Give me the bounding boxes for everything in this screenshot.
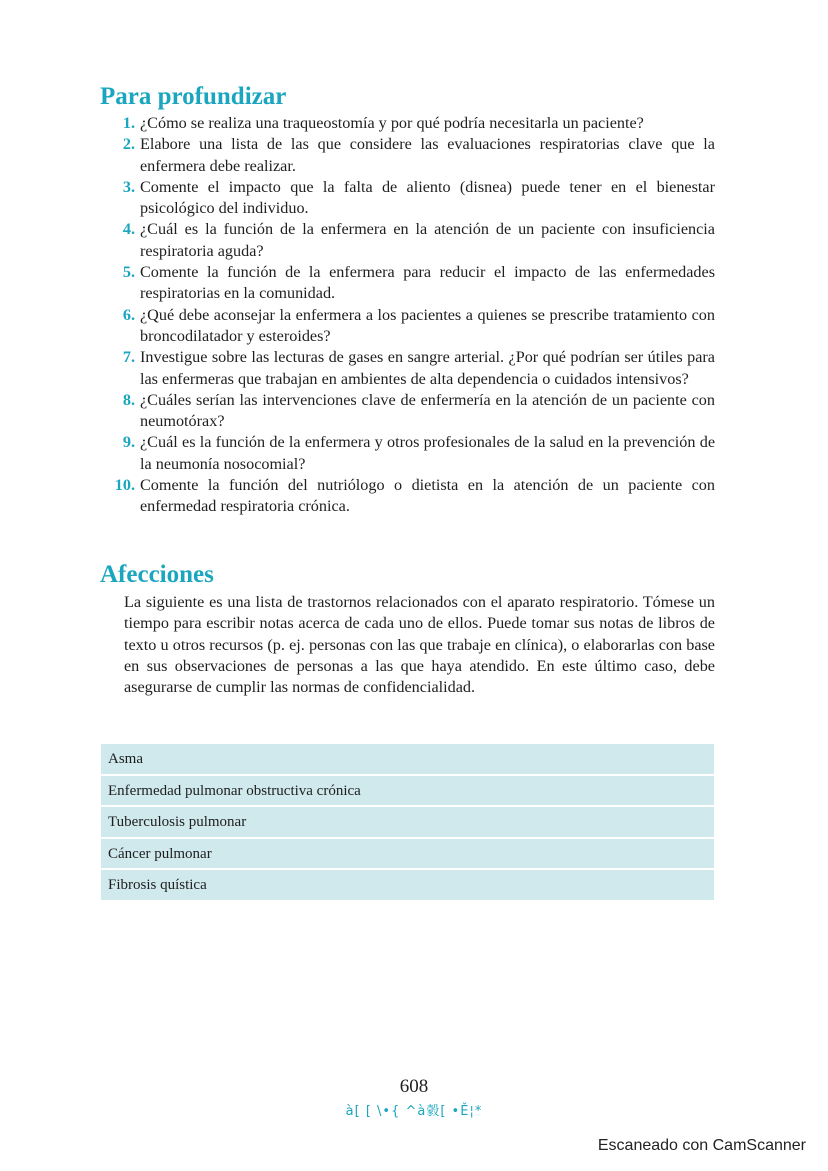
item-text: ¿Cómo se realiza una traqueostomía y por qué podría necesitarla un paciente?: [140, 114, 644, 132]
item-text: ¿Qué debe aconsejar la enfermera a los pacientes a quienes se prescribe tratamiento con broncodilatador y esteroides?: [140, 305, 715, 345]
list-item: [100, 475, 715, 518]
section-title-afecciones: Afecciones: [100, 561, 214, 588]
item-number: 1.: [122, 114, 135, 132]
section-title-para-profundizar: Para profundizar: [100, 83, 287, 110]
table-row: Tuberculosis pulmonar: [101, 807, 714, 837]
list-item: [100, 177, 715, 220]
item-number: 5.: [122, 263, 135, 282]
item-text: Comente la función del nutriólogo o dietista en la atención de un paciente con enfermedad respiratoria crónica.: [140, 476, 715, 516]
item-number: 7.: [122, 348, 135, 367]
list-item: [100, 390, 715, 433]
table-row: Cáncer pulmonar: [101, 839, 714, 869]
item-text: ¿Cuáles serían las intervenciones clave de enfermería en la atención de un paciente con neumotórax?: [140, 390, 715, 431]
table-row: Enfermedad pulmonar obstructiva crónica: [101, 776, 714, 806]
page-number: 608: [399, 1076, 429, 1097]
item-number: 3.: [122, 177, 135, 196]
item-number: 4.: [122, 220, 135, 239]
list-item: [100, 219, 715, 262]
list-item: [100, 347, 715, 390]
footer-code: à[ [ \•{ ^à豰[ •Ě¦*: [345, 1104, 483, 1119]
item-text: Investigue sobre las lecturas de gases en sangre arterial. ¿Por qué podrían ser útiles para las enfermeras que trabajan en ambientes de alta dependencia o cuidados intensivos?: [140, 348, 715, 388]
table-row: Fibrosis quística: [101, 870, 714, 900]
item-text: ¿Cuál es la función de la enfermera y otros profesionales de la salud en la prevención de la neumonía nosocomial?: [140, 433, 715, 473]
item-text: ¿Cuál es la función de la enfermera en la atención de un paciente con insuficiencia respiratoria aguda?: [140, 220, 715, 260]
list-item: [100, 113, 715, 134]
table-row: Asma: [101, 744, 714, 774]
item-text: Comente el impacto que la falta de aliento (disnea) puede tener en el bienestar psicológico del individuo.: [140, 177, 715, 218]
list-item: [100, 134, 715, 177]
item-number: 8.: [122, 390, 135, 409]
item-text: Comente la función de la enfermera para reducir el impacto de las enfermedades respiratorias en la comunidad.: [140, 263, 715, 303]
scanner-watermark: Escaneado con CamScanner: [597, 1137, 806, 1154]
list-item: [100, 432, 715, 475]
section-intro-paragraph: La siguiente es una lista de trastornos relacionados con el aparato respiratorio. Tómese un tiempo para escribir notas acerca de cada uno de ellos. Puede tomar sus notas de libros de texto u otros recursos (p. ej. personas con las que trabaje en clínica), o elaborarlas con base en sus observaciones de personas a las que haya atendido. En este último caso, debe asegurarse de cumplir las normas de confidencialidad.: [124, 593, 715, 697]
list-item: [100, 262, 715, 305]
item-number: 2.: [122, 135, 135, 154]
item-number: 6.: [122, 305, 135, 324]
item-number: 9.: [122, 433, 135, 452]
conditions-table: [101, 744, 714, 902]
item-number: 10.: [114, 476, 135, 495]
list-item: [100, 305, 715, 348]
item-text: Elabore una lista de las que considere las evaluaciones respiratorias clave que la enfermera debe realizar.: [140, 135, 715, 175]
question-list: [100, 113, 715, 518]
